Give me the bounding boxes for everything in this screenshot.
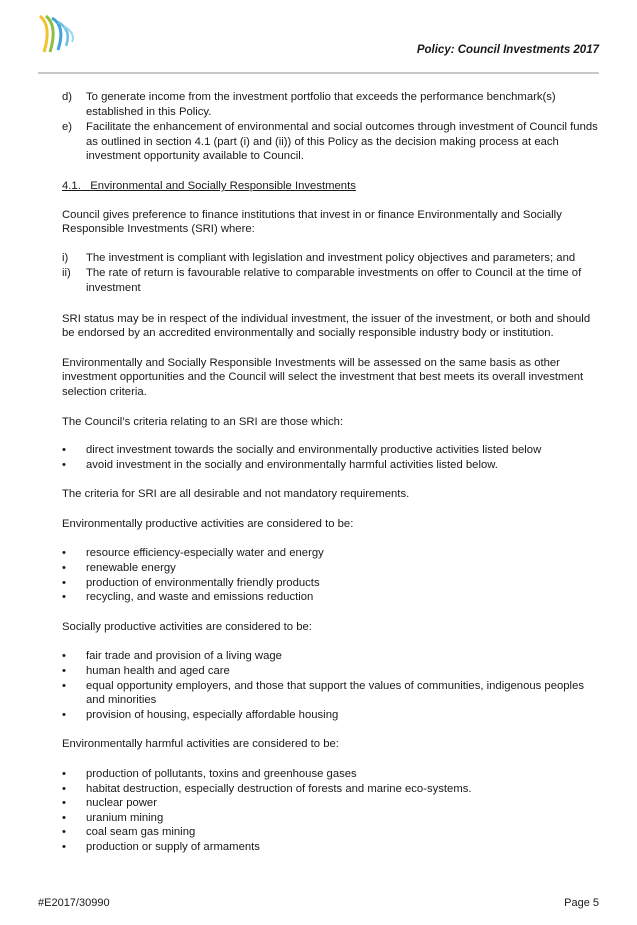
objectives-list xyxy=(62,90,602,164)
section-heading: 4.1. Environmental and Socially Responsible Investments xyxy=(62,179,356,192)
list-item: i) The investment is compliant with legislation and investment policy objectives and parameters; and xyxy=(62,251,576,264)
document-body xyxy=(62,90,602,855)
paragraph: Environmentally harmful activities are considered to be: xyxy=(62,738,339,751)
criteria-list xyxy=(62,443,602,472)
page-number: Page 5 xyxy=(564,897,599,909)
list-item: • production of environmentally friendly products xyxy=(62,576,320,589)
list-item: • coal seam gas mining xyxy=(62,826,196,839)
list-item: • fair trade and provision of a living wage xyxy=(62,650,282,663)
list-item: • nuclear power xyxy=(62,797,157,810)
paragraph: Environmentally and Socially Responsible Investments will be assessed on the same basis as other investment opportunities and the Council will select the investment that best meets its overall investment selection criteria. xyxy=(62,356,584,398)
paragraph: The criteria for SRI are all desirable and not mandatory requirements. xyxy=(62,488,410,501)
list-item: • provision of housing, especially affordable housing xyxy=(62,708,339,721)
list-item: • avoid investment in the socially and environmentally harmful activities listed below. xyxy=(62,458,498,471)
list-item: ii) The rate of return is favourable relative to comparable investments on offer to Council at the time of investment xyxy=(62,267,582,294)
list-item: • human health and aged care xyxy=(62,665,230,678)
list-item: d) To generate income from the investment portfolio that exceeds the performance benchmark(s) established in this Policy. xyxy=(62,91,556,118)
list-item: • production of pollutants, toxins and greenhouse gases xyxy=(62,768,357,780)
list-item: • production or supply of armaments xyxy=(62,840,260,853)
paragraph: The Council’s criteria relating to an SRI are those which: xyxy=(62,415,344,428)
list-item: • uranium mining xyxy=(62,811,164,824)
list-item: • direct investment towards the socially and environmentally productive activities listed below xyxy=(62,444,542,457)
env-harmful-list xyxy=(62,767,602,855)
header-title: Policy: Council Investments 2017 xyxy=(416,44,599,56)
list-item: • equal opportunity employers, and those that support the values of communities, indigenous peoples and minorities xyxy=(62,679,585,707)
list-item: • renewable energy xyxy=(62,562,176,575)
env-productive-list xyxy=(62,546,602,604)
list-item: • recycling, and waste and emissions reduction xyxy=(62,591,314,604)
list-item: • resource efficiency-especially water and energy xyxy=(62,547,324,560)
document-reference: #E2017/30990 xyxy=(38,897,110,909)
soc-productive-list xyxy=(62,649,602,722)
conditions-list xyxy=(62,251,602,296)
list-item: e) Facilitate the enhancement of environmental and social outcomes through investment of Council funds as outlined in section 4.1 (part (i) and (ii)) of this Policy as the decision making process at each investment opportunity available to Council. xyxy=(62,121,598,163)
paragraph: SRI status may be in respect of the individual investment, the issuer of the investment, or both and should be endorsed by an accredited environmentally and socially responsible industry body or institution. xyxy=(62,312,591,340)
paragraph: Socially productive activities are considered to be: xyxy=(62,620,312,633)
paragraph: Council gives preference to finance institutions that invest in or finance Environmentally and Socially Responsible Investments (SRI) where: xyxy=(62,208,562,236)
list-item: • habitat destruction, especially destruction of forests and marine eco-systems. xyxy=(62,782,472,795)
header-divider xyxy=(38,72,599,74)
council-logo-icon xyxy=(36,12,80,56)
paragraph: Environmentally productive activities are considered to be: xyxy=(62,517,354,530)
